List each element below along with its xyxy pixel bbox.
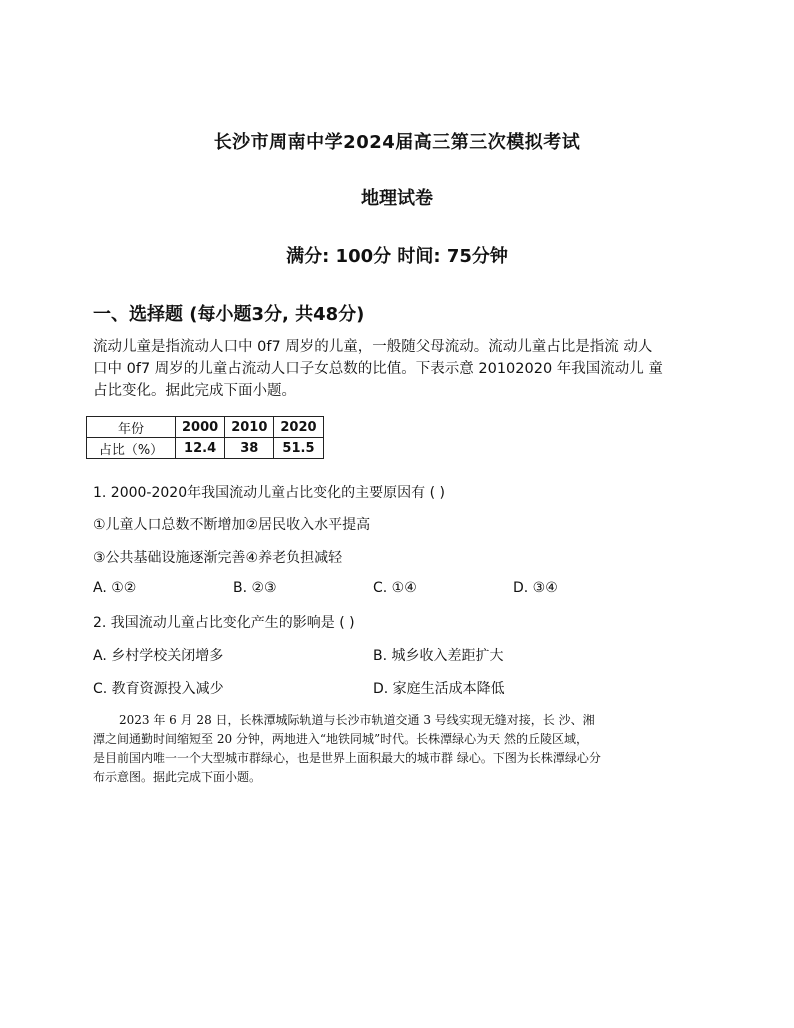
- question-1-stem: 1. 2000-2020年我国流动儿童占比变化的主要原因有 ( ): [93, 485, 445, 501]
- passage-flow-children: [93, 336, 705, 402]
- question-2-option-a[interactable]: A. 乡村学校关闭增多: [93, 648, 224, 664]
- passage-line: 占比变化。据此完成下面小题。: [93, 383, 296, 399]
- score-time-line: 满分: 100分 时间: 75分钟: [286, 246, 508, 267]
- question-1-statement: ③公共基础设施逐渐完善④养老负担减轻: [93, 550, 343, 566]
- question-1-option-b[interactable]: B. ②③: [233, 580, 277, 596]
- table-header-row: [87, 417, 324, 438]
- exam-title: 长沙市周南中学2024届高三第三次模拟考试: [213, 132, 581, 153]
- question-1-statement: ①儿童人口总数不断增加②居民收入水平提高: [93, 517, 371, 533]
- question-1-option-d[interactable]: D. ③④: [513, 580, 558, 596]
- question-1-option-a[interactable]: A. ①②: [93, 580, 137, 596]
- table-year: 2000: [176, 417, 225, 438]
- passage-changzhutan: [93, 711, 708, 787]
- question-2-option-b[interactable]: B. 城乡收入差距扩大: [373, 648, 504, 664]
- section-heading: 一、选择题 (每小题3分, 共48分): [93, 304, 365, 325]
- table-row-label: 占比（%）: [87, 438, 176, 459]
- passage-line: 口中 0f7 周岁的儿童占流动人口子女总数的比值。下表示意 20102020 年我国流动儿 童: [93, 361, 663, 377]
- table-year: 2010: [225, 417, 274, 438]
- subject-title: 地理试卷: [361, 188, 433, 209]
- table-row: [87, 438, 324, 459]
- passage-line: 潭之间通勤时间缩短至 20 分钟，两地进入“地铁同城”时代。长株潭绿心为天 然的丘陵区域，: [93, 732, 588, 746]
- table-header-label: 年份: [87, 417, 176, 438]
- data-table: [86, 416, 324, 459]
- passage-line: 流动儿童是指流动人口中 0f7 周岁的儿童，一般随父母流动。流动儿童占比是指流 动人: [93, 339, 653, 355]
- question-2-option-c[interactable]: C. 教育资源投入减少: [93, 681, 224, 697]
- table-year: 2020: [274, 417, 323, 438]
- passage-line: 布示意图。据此完成下面小题。: [93, 770, 262, 784]
- table-cell: 38: [225, 438, 274, 459]
- table-cell: 51.5: [274, 438, 323, 459]
- table-cell: 12.4: [176, 438, 225, 459]
- passage-line: 2023 年 6 月 28 日，长株潭城际轨道与长沙市轨道交通 3 号线实现无缝对接，长 沙、湘: [119, 713, 595, 727]
- question-2-stem: 2. 我国流动儿童占比变化产生的影响是 ( ): [93, 615, 355, 631]
- question-1-option-c[interactable]: C. ①④: [373, 580, 417, 596]
- question-2-option-d[interactable]: D. 家庭生活成本降低: [373, 681, 505, 697]
- passage-line: 是目前国内唯一一个大型城市群绿心，也是世界上面积最大的城市群 绿心。下图为长株潭绿心分: [93, 751, 601, 765]
